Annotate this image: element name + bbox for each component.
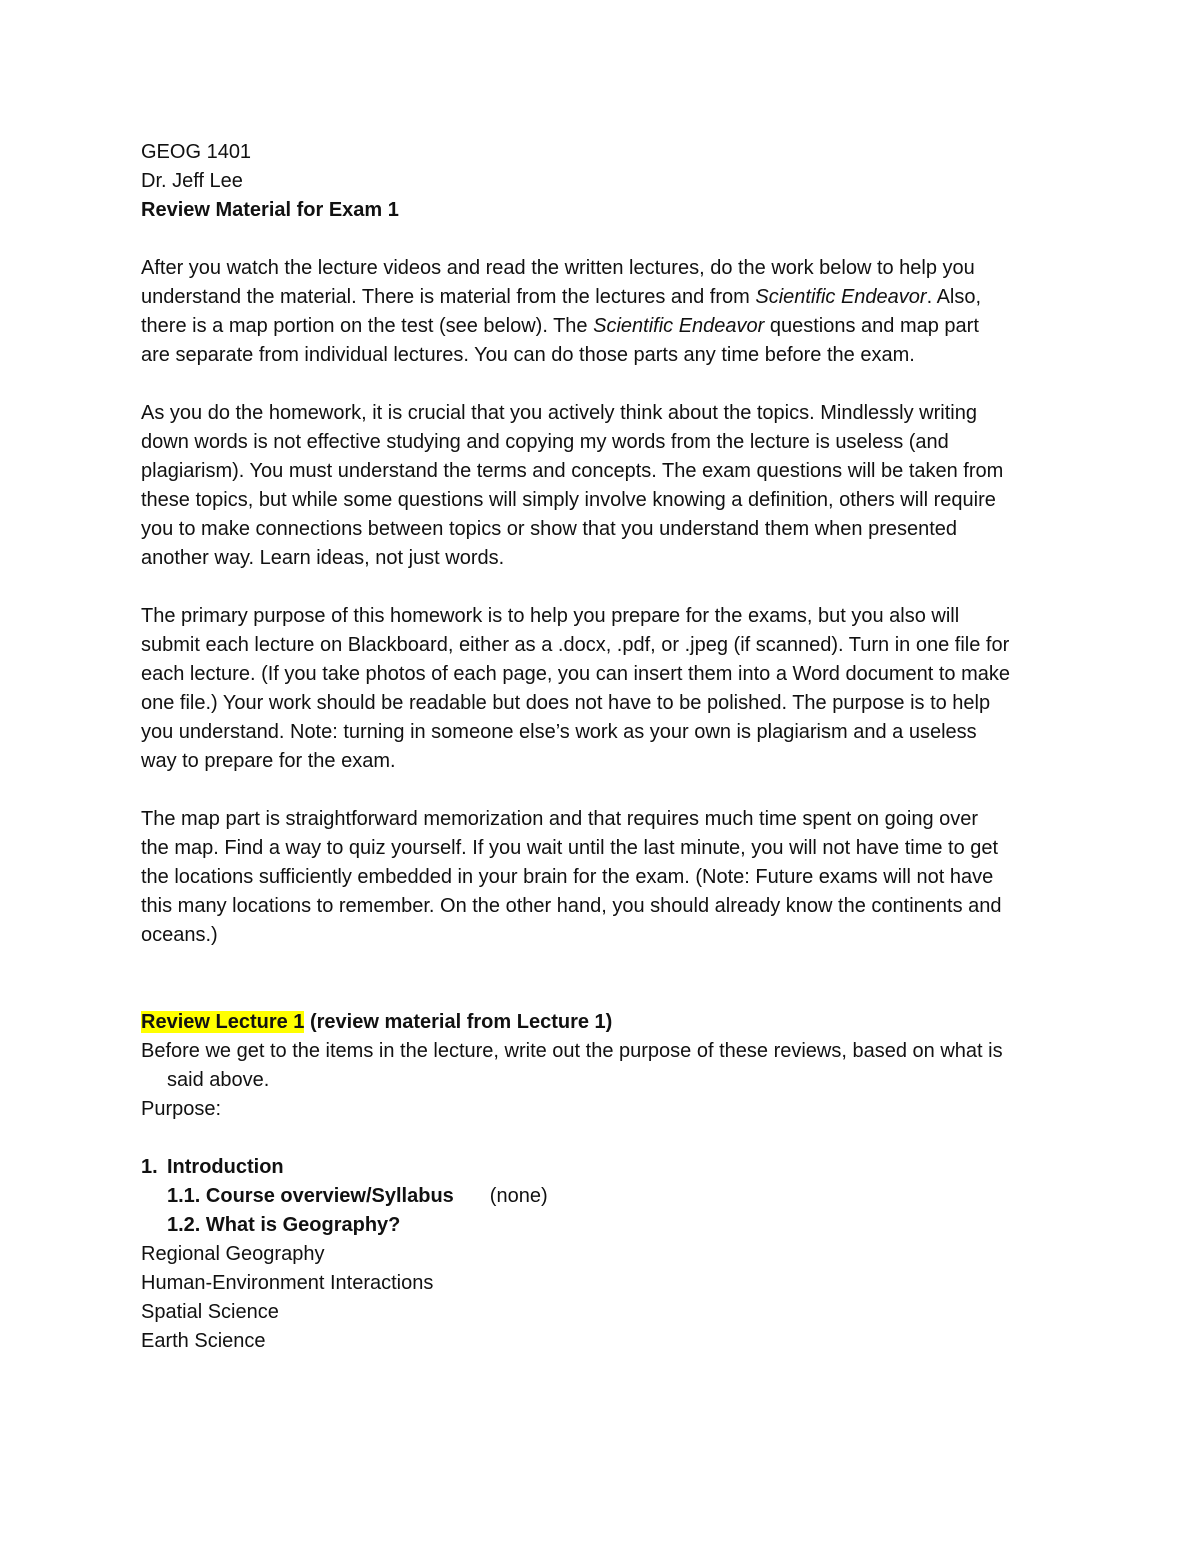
purpose-label: Purpose: (141, 1098, 222, 1120)
list-item: Human-Environment Interactions (141, 1272, 434, 1294)
list-item: Spatial Science (141, 1301, 279, 1323)
subsection-1: 1.1. Course overview/Syllabus (none) (141, 1182, 1011, 1211)
intro-paragraph-2: As you do the homework, it is crucial that you actively think about the topics. Mindlessly writing down words is not effective studying and copying my words from the lecture is useless (and plagiarism). You must understand the terms and concepts. The exam questions will be taken from these topics, but while some questions will simply involve knowing a definition, others will require you to make connections between topics or show that you understand them when presented another way. Learn ideas, not just words. (141, 402, 1004, 569)
subsection-1-note: (none) (489, 1185, 548, 1207)
document-title: Review Material for Exam 1 (141, 199, 399, 221)
review-heading-highlight: Review Lecture 1 (141, 1011, 305, 1033)
document-page (141, 138, 1011, 1356)
intro-paragraph-1: After you watch the lecture videos and read the written lectures, do the work below to help you understand the material. There is material from the lectures and from Scientific Endeavor. Also, there is a map portion on the test (see below). The Scientific Endeavor questions and map part are separate from individual lectures. You can do those parts any time before the exam. (141, 257, 982, 366)
list-item: Regional Geography (141, 1243, 325, 1265)
intro-paragraph-3: The primary purpose of this homework is to help you prepare for the exams, but you also will submit each lecture on Blackboard, either as a .docx, .pdf, or .jpeg (if scanned). Turn in one file for each lecture. (If you take photos of each page, you can insert them into a Word document to make one file.) Your work should be readable but does not have to be polished. The purpose is to help you understand. Note: turning in someone else’s work as your own is plagiarism and a useless way to prepare for the exam. (141, 605, 1011, 772)
intro-paragraph-4: The map part is straightforward memorization and that requires much time spent on going over the map. Find a way to quiz yourself. If you wait until the last minute, you will not have time to get the locations sufficiently embedded in your brain for the exam. (Note: Future exams will not have this many locations to remember. On the other hand, you should already know the continents and oceans.) (141, 808, 1002, 946)
section-heading: 1. Introduction (141, 1156, 284, 1178)
review-heading: Review Lecture 1 (review material from Lecture 1) (141, 1011, 613, 1033)
instructor-name: Dr. Jeff Lee (141, 170, 243, 192)
course-code: GEOG 1401 (141, 141, 252, 163)
review-instruction: Before we get to the items in the lecture, write out the purpose of these reviews, based on what is said above. (141, 1040, 1003, 1091)
subsection-2: 1.2. What is Geography? (167, 1214, 401, 1236)
list-item: Earth Science (141, 1330, 266, 1352)
